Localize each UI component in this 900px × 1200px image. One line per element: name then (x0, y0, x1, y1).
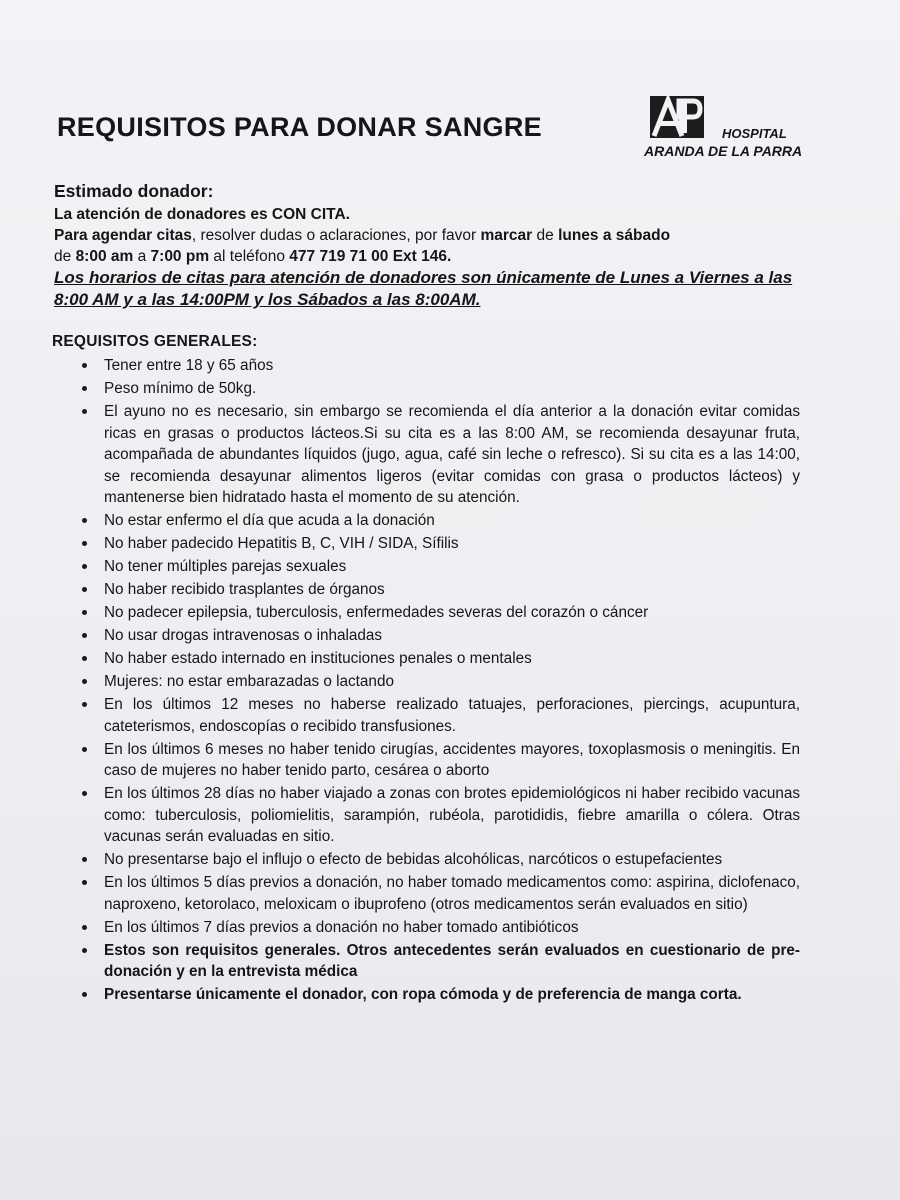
text: , resolver dudas o aclaraciones, por favor (191, 227, 481, 244)
requirement-text: En los últimos 7 días previos a donación no haber tomado antibióticos (104, 918, 579, 936)
text-bold: Para agendar citas (54, 227, 192, 244)
requirements-heading: REQUISITOS GENERALES: (52, 333, 258, 350)
contact-line-1 (54, 225, 794, 246)
bullet-icon (82, 610, 87, 615)
bullet-icon (82, 409, 87, 414)
requirement-item (60, 849, 800, 871)
bullet-icon (82, 992, 87, 997)
phone-number: 477 719 71 00 Ext 146. (289, 248, 452, 265)
bullet-icon (82, 948, 87, 953)
text-bold: marcar (480, 227, 533, 244)
requirement-item (60, 556, 800, 578)
bullet-icon (82, 679, 87, 684)
requirement-item (60, 783, 800, 848)
bullet-icon (82, 857, 87, 862)
requirement-text: En los últimos 12 meses no haberse realizado tatuajes, perforaciones, piercings, acupuntura, cateterismos, endoscopías o recibido transfusiones. (104, 696, 800, 735)
document-title: REQUISITOS PARA DONAR SANGRE (57, 112, 542, 142)
requirement-text: No haber estado internado en instituciones penales o mentales (104, 650, 532, 667)
requirement-text: El ayuno no es necesario, sin embargo se recomienda el día anterior a la donación evitar comidas ricas en grasas o productos lácteos.Si su cita es a las 8:00 AM, se recomienda desayunar fruta, acompañada de abundantes líquidos (jugo, agua, café sin leche o refresco). Si su cita es a las 14:00, se recomienda desayunar alimentos ligeros (evitar comidas con grasa o productos lácteos) y mantenerse bien hidratado hasta el momento de su atención. (104, 403, 800, 506)
logo-hospital-name: ARANDA DE LA PARRA (644, 143, 803, 159)
requirement-text: Mujeres: no estar embarazadas o lactando (104, 673, 394, 690)
schedule-notice: Los horarios de citas para atención de donadores son únicamente de Lunes a Viernes a las 8:00 AM y a las 14:00PM y los Sábados a las 8:00AM. (54, 268, 793, 309)
requirement-text: En los últimos 28 días no haber viajado a zonas con brotes epidemiológicos ni haber recibido vacunas como: tuberculosis, poliomielitis, sarampión, rubéola, parotididis, fiebre amarilla o cólera. Otras vacunas serán evaluadas en sitio. (104, 785, 800, 845)
requirement-item (60, 648, 800, 670)
requirement-item (60, 355, 800, 377)
requirement-item (60, 378, 800, 400)
bullet-icon (82, 587, 87, 592)
requirement-item (60, 739, 800, 782)
bullet-icon (82, 656, 87, 661)
requirement-item (60, 625, 800, 647)
greeting: Estimado donador: (54, 181, 214, 201)
requirement-item (60, 984, 800, 1006)
text-bold: lunes a sábado (558, 227, 671, 244)
bullet-icon (82, 564, 87, 569)
bullet-icon (82, 925, 87, 930)
requirement-text: Presentarse únicamente el donador, con ropa cómoda y de preferencia de manga corta. (104, 986, 742, 1003)
text: de (54, 248, 76, 265)
requirement-text: En los últimos 6 meses no haber tenido cirugías, accidentes mayores, toxoplasmosis o meningitis. En caso de mujeres no haber tenido parto, cesárea o aborto (104, 740, 800, 779)
bullet-icon (82, 747, 87, 752)
requirement-item (60, 602, 800, 624)
bullet-icon (82, 363, 87, 368)
requirement-item (60, 510, 800, 532)
requirement-item (60, 694, 800, 737)
requirement-item (60, 917, 800, 939)
requirement-item (60, 401, 800, 509)
requirement-item (60, 671, 800, 693)
bullet-icon (82, 518, 87, 523)
requirement-text: No presentarse bajo el influjo o efecto de bebidas alcohólicas, narcóticos o estupefacientes (104, 851, 723, 868)
requirement-text: No estar enfermo el día que acuda a la donación (104, 512, 435, 529)
requirement-text: No usar drogas intravenosas o inhaladas (104, 627, 383, 644)
requirement-text: No haber recibido trasplantes de órganos (104, 581, 385, 598)
bullet-icon (82, 386, 87, 391)
requirement-item (60, 533, 800, 555)
bullet-icon (82, 541, 87, 546)
intro-section (54, 181, 794, 311)
text: a (133, 248, 151, 265)
requirement-text: Peso mínimo de 50kg. (104, 380, 257, 397)
logo-hospital-label: HOSPITAL (722, 126, 787, 141)
hospital-logo (646, 96, 816, 166)
requirement-item (60, 940, 800, 983)
text: de (532, 227, 559, 244)
requirement-text: No padecer epilepsia, tuberculosis, enfermedades severas del corazón o cáncer (104, 604, 649, 621)
requirement-text: Tener entre 18 y 65 años (104, 357, 274, 374)
text-bold: 7:00 pm (150, 248, 210, 265)
text-bold: 8:00 am (75, 248, 134, 265)
bullet-icon (82, 633, 87, 638)
hospital-logo-mark (646, 96, 708, 142)
requirement-text: En los últimos 5 días previos a donación, no haber tomado medicamentos como: aspirina, diclofenaco, naproxeno, ketorolaco, meloxicam o ibuprofeno (otros medicamentos serán evaluados en sitio) (104, 874, 800, 913)
requirement-text: No tener múltiples parejas sexuales (104, 558, 347, 575)
bullet-icon (82, 791, 87, 796)
requirement-item (60, 579, 800, 601)
requirements-list (60, 355, 800, 1007)
appointment-note: La atención de donadores es CON CITA. (54, 206, 350, 223)
requirement-text: Estos son requisitos generales. Otros antecedentes serán evaluados en cuestionario de pre-donación y en la entrevista médica (104, 941, 800, 980)
contact-line-2 (54, 246, 794, 267)
bullet-icon (82, 880, 87, 885)
text: al teléfono (209, 248, 290, 265)
requirement-text: No haber padecido Hepatitis B, C, VIH / SIDA, Sífilis (104, 535, 459, 552)
bullet-icon (82, 702, 87, 707)
requirement-item (60, 872, 800, 915)
